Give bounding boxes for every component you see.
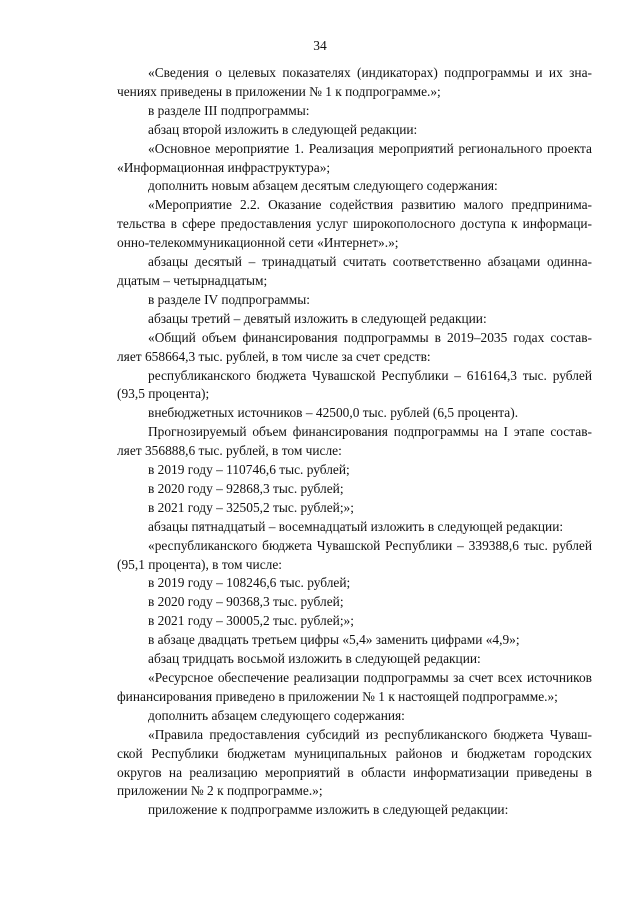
paragraph: «Ресурсное обеспечение реализации подпрограммы за счет всех источников финансирования приведено в приложении № 1 к настоящей подпрограмме.»; [117, 670, 592, 704]
paragraph: «Основное мероприятие 1. Реализация мероприятий регионального проекта «Информационная инфраструктура»; [117, 140, 592, 175]
paragraph: в разделе IV подпрограммы: [148, 291, 310, 307]
paragraph: в 2021 году – 30005,2 тыс. рублей;»; [148, 613, 354, 629]
paragraph: в 2020 году – 90368,3 тыс. рублей; [148, 594, 344, 610]
paragraph: в 2019 году – 110746,6 тыс. рублей; [148, 462, 350, 478]
paragraph: дополнить абзацем следующего содержания: [148, 707, 405, 723]
paragraph: в абзаце двадцать третьем цифры «5,4» заменить цифрами «4,9»; [148, 632, 520, 648]
paragraph: Прогнозируемый объем финансирования подпрограммы на I этапе составляет 356888,6 тыс. рублей, в том числе: [117, 424, 592, 459]
paragraph: внебюджетных источников – 42500,0 тыс. рублей (6,5 процента). [148, 405, 519, 421]
paragraph: абзац тридцать восьмой изложить в следующей редакции: [148, 651, 481, 667]
paragraph: приложение к подпрограмме изложить в следующей редакции: [148, 802, 509, 818]
paragraph: «Правила предоставления субсидий из республиканского бюджета Чувашской Республики бюджетам муниципальных районов и бюджетам городских округов на реализацию мероприятий в области информатизации приведены в приложении № 2 к подпрограмме.»; [117, 726, 592, 799]
paragraph: абзац второй изложить в следующей редакции: [148, 121, 418, 137]
page-number: 34 [313, 38, 327, 53]
paragraph: абзацы пятнадцатый – восемнадцатый изложить в следующей редакции: [148, 518, 564, 534]
paragraph: абзацы десятый – тринадцатый считать соответственно абзацами одиннадцатым – четырнадцатым; [117, 254, 592, 288]
paragraph: «Общий объем финансирования подпрограммы в 2019–2035 годах составляет 658664,3 тыс. рублей, в том числе за счет средств: [117, 329, 592, 364]
paragraph: «Сведения о целевых показателях (индикаторах) подпрограммы и их значениях приведены в приложении № 1 к подпрограмме.»; [117, 65, 592, 99]
paragraph: в 2019 году – 108246,6 тыс. рублей; [148, 575, 351, 591]
paragraph: в 2021 году – 32505,2 тыс. рублей;»; [148, 499, 354, 515]
paragraph: «Мероприятие 2.2. Оказание содействия развитию малого предпринимательства в сфере предоставления услуг широкополосного доступа к информационно-телекоммуникационной сети «Интернет».»; [117, 197, 592, 251]
paragraph: «республиканского бюджета Чувашской Республики – 339388,6 тыс. рублей (95,1 процента), в том числе: [117, 537, 592, 572]
paragraph: в разделе III подпрограммы: [148, 102, 310, 118]
paragraph: в 2020 году – 92868,3 тыс. рублей; [148, 480, 344, 496]
paragraph: дополнить новым абзацем десятым следующего содержания: [148, 178, 498, 194]
paragraph: республиканского бюджета Чувашской Республики – 616164,3 тыс. рублей (93,5 процента); [117, 367, 592, 402]
document-body [117, 64, 592, 820]
paragraph: абзацы третий – девятый изложить в следующей редакции: [148, 310, 487, 326]
